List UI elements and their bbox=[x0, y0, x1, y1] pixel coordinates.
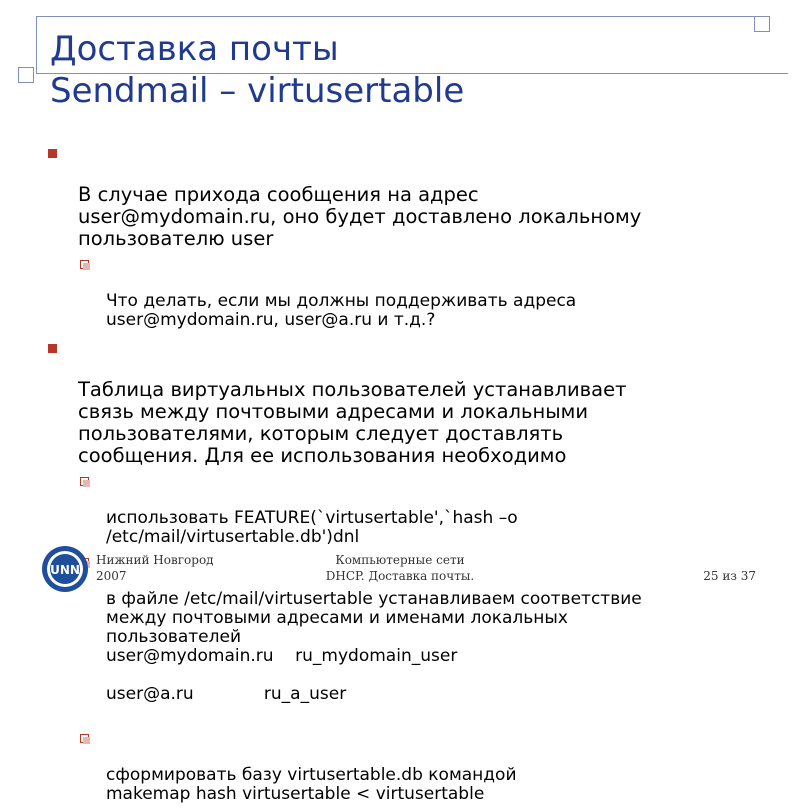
mapping-row bbox=[106, 685, 768, 704]
title-rule-box bbox=[18, 67, 34, 83]
hollow-square-bullet-icon bbox=[80, 734, 89, 743]
page-number: 25 из 37 bbox=[703, 569, 756, 583]
footer-course: Компьютерные сети bbox=[335, 553, 465, 567]
footer-topic: DHCP. Доставка почты. bbox=[325, 569, 475, 583]
bullet-item bbox=[48, 335, 768, 467]
mapping-row bbox=[106, 647, 768, 666]
hollow-square-bullet-icon bbox=[80, 477, 89, 486]
mapping-address: user@mydomain.ru bbox=[106, 646, 274, 666]
sub-bullet-item bbox=[48, 471, 768, 547]
mapping-user: ru_a_user bbox=[263, 684, 347, 704]
bullet-item bbox=[48, 140, 768, 250]
bullet-text: В случае прихода сообщения на адрес user@mydomain.ru, оно будет доставлено локальному пользователю user bbox=[78, 183, 642, 250]
mapping-user: ru_mydomain_user bbox=[295, 646, 458, 666]
footer-city: Нижний Новгород bbox=[96, 553, 214, 567]
sub-bullet-item bbox=[48, 254, 768, 330]
square-bullet-icon bbox=[48, 344, 57, 353]
footer-year: 2007 bbox=[96, 569, 127, 583]
title-line-1: Доставка почты bbox=[50, 29, 339, 69]
unn-logo-icon bbox=[40, 544, 90, 594]
hollow-square-bullet-icon bbox=[80, 260, 89, 269]
frame-corner-box bbox=[754, 16, 770, 32]
footer-center bbox=[300, 552, 500, 584]
frame-line-left bbox=[36, 16, 37, 74]
sub-bullet-text: сформировать базу virtusertable.db командой makemap hash virtusertable < virtusertable bbox=[106, 765, 517, 804]
sub-bullet-text: Что делать, если мы должны поддерживать адреса user@mydomain.ru, user@a.ru и т.д.? bbox=[106, 291, 577, 330]
frame-line-top bbox=[36, 16, 756, 17]
slide-title bbox=[50, 28, 464, 112]
footer-left bbox=[96, 552, 214, 584]
slide-body bbox=[48, 140, 768, 809]
bullet-text: Таблица виртуальных пользователей устанавливает связь между почтовыми адресами и локальными пользователями, которым следует доставлять сообщения. Для ее использования необходимо bbox=[78, 378, 627, 467]
mapping-address: user@a.ru bbox=[106, 684, 194, 704]
sub-bullet-text: в файле /etc/mail/virtusertable устанавливаем соответствие между почтовыми адресами и именами локальных пользователей bbox=[106, 589, 642, 647]
square-bullet-icon bbox=[48, 149, 57, 158]
logo-text: UNN bbox=[50, 563, 80, 577]
sub-bullet-text: использовать FEATURE(`virtusertable',`hash –o /etc/mail/virtusertable.db')dnl bbox=[106, 508, 518, 547]
sub-bullet-item bbox=[48, 728, 768, 804]
title-line-2: Sendmail – virtusertable bbox=[50, 71, 465, 111]
